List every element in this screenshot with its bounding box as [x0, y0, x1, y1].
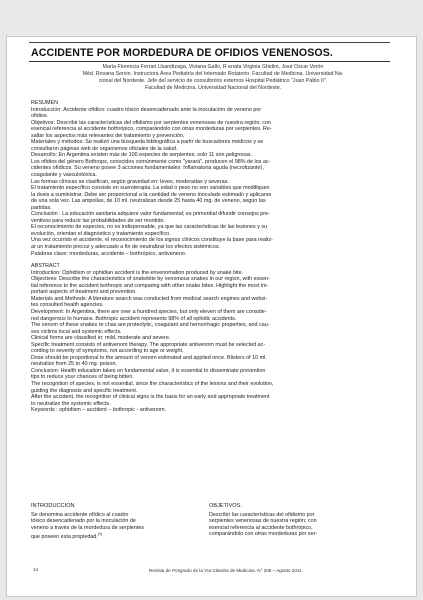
abstracts-section [31, 100, 395, 414]
resumen-line: Materiales y métodos: Se realizó una búsqueda bibliográfica a partir de buscadores médicos y se [31, 139, 264, 146]
abstract-text [31, 270, 395, 414]
journal-reference: Revista de Posgrado de la VIa Cátedra de Medicina. N° 208 – Agosto 2011 [149, 568, 302, 573]
objetivos-line: comparándolo con otras mordeduras por ser- [209, 531, 318, 538]
introduccion-line: veneno a través de la mordedura de serpientes [31, 524, 144, 531]
author-block [31, 64, 395, 92]
resumen-line: ar un tratamiento precoz y adecuado a fin de neutralizar los efectos sistémicos. [31, 244, 221, 251]
abstract-line: The recognition of species, is not essential, since the characteristics of the lesions and their evolution, [31, 380, 274, 387]
resumen-line: evolución, orientan el diagnóstico y tratamiento específico. [31, 230, 171, 237]
objetivos-heading: OBJETIVOS. [209, 503, 242, 509]
introduccion-column [31, 503, 185, 541]
abstract-line: Objectives: Describe the characteristics of snakebite by venomous snakes in our region, with essen- [31, 276, 270, 283]
resumen-line: Introducción: Accidente ofídico: cuadro tóxico desencadenado ante la inoculación de veneno por [31, 106, 262, 113]
page-number: 14 [33, 567, 39, 572]
abstract-line: cording to severity of symptoms, not according to age or weight. [31, 348, 184, 355]
resumen-line: coagulante y vasculotóxica. [31, 172, 97, 179]
abstract-line: to neutralize the systemic effects. [31, 400, 111, 407]
resumen-line: Palabras clave: mordeduras, accidente – bothrópico, antiveneno. [31, 250, 187, 257]
objetivos-line: serpientes venenosas de nuestra región; con [209, 518, 317, 525]
resumen-line: consultaron páginas web de organismos oficiales de la salud. [31, 145, 178, 152]
document-page [6, 36, 417, 597]
resumen-line: Las formas clínicas se clasifican, según gravedad en: leves, moderadas y severas. [31, 178, 229, 185]
author-affiliation: cional del Nordeste. Jefe del servicio de consultorios externos Hospital Pediátrico "Juan Pablo II". [98, 77, 328, 84]
abstract-line: Keywords : ophidism – accident – bothropic - antivenom. [31, 407, 167, 414]
resumen-line: cidentes ofídicos. Su veneno posee 3 acciones fundamentales: Inflamatoria aguda (necrotizante), [31, 165, 264, 172]
resumen-text [31, 107, 395, 258]
introduccion-line: Se denomina accidente ofídico al cuadro [31, 511, 129, 518]
resumen-line: Conclusión : La educación sanitaria adquiere valor fundamental; es primordial difundir consejos pre- [31, 211, 270, 218]
abstract-line: tial reference to the accident bothropic and comparing with other snake bites. Highlight the most im- [31, 282, 269, 289]
objetivos-line: Describir las características del ofidismo por [209, 511, 315, 518]
resumen-line: Objetivos: Describir las características del ofidismo por serpientes venenosas de nuestra región; con [31, 119, 271, 126]
resumen-line: ventivos para reducir las probabilidades de ser mordido. [31, 217, 165, 224]
abstract-line: portant aspects of treatment and prevention. [31, 289, 137, 296]
citation-ref: (1) [97, 532, 103, 537]
abstract-line: red dangerous to humans. Bothropic accident represents 98% of all ophidic accidents. [31, 315, 237, 322]
resumen-line: saltar los aspectos más relevantes del tratamiento y prevención. [31, 132, 185, 139]
resumen-line: de una sola vez. Las ampollas, de 10 ml. neutralizan desde 25 hasta 40 mg. de veneno, según las [31, 198, 266, 205]
title-rule [29, 61, 390, 62]
author-affiliation: Méd. Rovana Servin. Instructora Área Pediatría del Internado Rotatorio. Facultad de Medicina. Universidad Na- [82, 70, 344, 77]
header-rule [29, 42, 390, 43]
abstract-line: After the accident, the recognition of clinical signs is the basis for an early and appropriate treatment [31, 394, 270, 401]
introduccion-line: que poseen esta propiedad.$^{(1)}$ [31, 532, 103, 540]
abstract-heading: ABSTRACT [31, 263, 60, 270]
resumen-line: Una vez ocurrido el accidente, el reconocimiento de los signos clínicos constituye la base para realiz- [31, 237, 273, 244]
article-title: ACCIDENTE POR MORDEDURA DE OFIDIOS VENENOSOS. [31, 47, 333, 59]
introduccion-line: tóxico desencadenado por la inoculación de [31, 518, 136, 525]
abstract-line: The venom of these snakes re chas are proteolytic, coagulant and hemorrhagic properties, and cau- [31, 322, 270, 329]
resumen-heading: RESUMEN [31, 100, 58, 106]
resumen-line: Desarrollo: En Argentina existen más de 100 especies de serpientes; solo 11 son peligrosas. [31, 152, 253, 159]
resumen-line: El reconocimiento de especies, no es indispensable, ya que las características de las lesiones y su [31, 224, 268, 231]
abstract-line: Introduction: Ophidism or ophidian accident is the envenomation produced by snake bite. [31, 269, 244, 276]
abstract-line: neutralize from 25 to 40 mg. poison. [31, 361, 117, 368]
abstract-line: guiding the diagnosis and specific treatment. [31, 387, 138, 394]
abstract-line: tes consulted health agencies. [31, 302, 104, 309]
author-affiliation: Facultad de Medicina. Universidad Nacional del Nordeste. [144, 84, 282, 91]
objetivos-text [209, 512, 363, 538]
author-names: María Florencia Ferrari Usandizaga, Viviana Gallo, R enata Virginia Ghidini, José Oscar Verón [102, 64, 324, 70]
resumen-line: Los ofidios del género Bothrops, conocidos comúnmente como "yarará", producen el 98% de los ac- [31, 158, 271, 165]
abstract-line: Specific treatment consists of antivenom therapy. The appropriate antivenom must be selected ac- [31, 341, 266, 348]
resumen-line: esencial referencia al accidente bothrópico, comparándolo con otras mordeduras por serpientes. Re- [31, 126, 272, 133]
abstract-line: Conclusion: Health education takes on fundamental value, it is essential to disseminate prevention [31, 367, 266, 374]
resumen-line: partidas. [31, 204, 52, 211]
resumen-line: El tratamiento específico consiste en sueroterapia. La edad o peso no son variables que modifiquen [31, 185, 270, 192]
abstract-line: Development: In Argentina, there are over a hundred species, but only eleven of them are conside- [31, 308, 267, 315]
abstract-line: Materials and Methods: A literature search was conducted from medical search engines and websi- [31, 295, 268, 302]
abstract-line: tips to reduce your chances of being bitten. [31, 374, 134, 381]
objetivos-line: esencial referencia al accidente bothrópico, [209, 524, 313, 531]
abstract-line: Dose should be proportional to the amount of venom estimated and applied once. Blisters of 10 ml. [31, 354, 267, 361]
resumen-line: ofidios. [31, 113, 49, 120]
objetivos-column [209, 503, 363, 538]
abstract-line: ses victims local and systemic effects. [31, 328, 122, 335]
resumen-line: la dosis a suministrar. Debe ser proporcional a la cantidad de veneno inoculado estimado y aplicarse [31, 191, 272, 198]
introduccion-text [31, 512, 185, 541]
introduccion-heading: INTRODUCCION [31, 503, 75, 509]
abstract-line: Clinical forms are classified in: mild, moderate and severe. [31, 335, 171, 342]
